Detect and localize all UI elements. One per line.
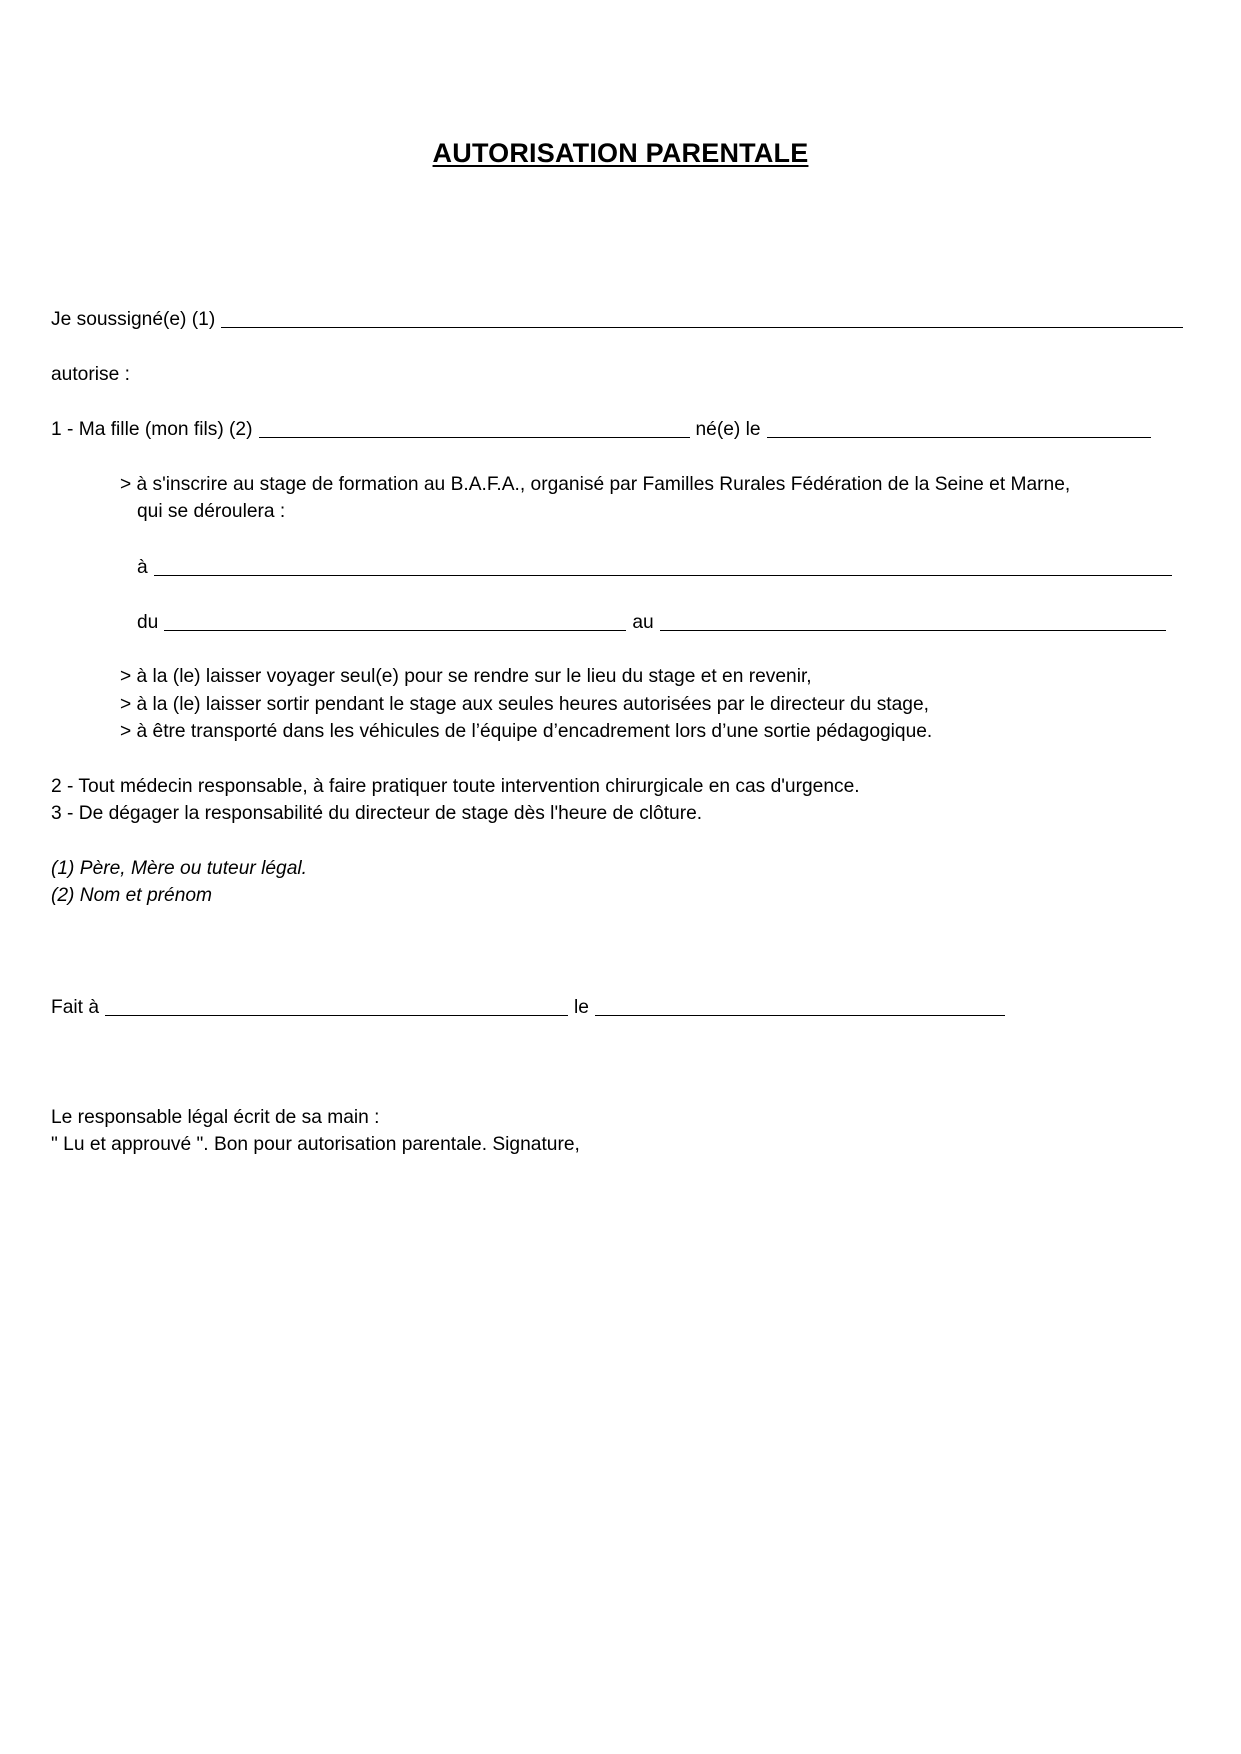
footnote-text: (1) Père, Mère ou tuteur légal.	[51, 858, 307, 879]
bullet-text: > à la (le) laisser sortir pendant le stage aux seules heures autorisées par le directeur du stage,	[120, 694, 929, 715]
bullet-sortir	[120, 691, 929, 718]
child-name-field[interactable]	[259, 419, 690, 438]
bullet-text: > à la (le) laisser voyager seul(e) pour se rendre sur le lieu du stage et en revenir,	[120, 666, 812, 687]
inscription-bullet-line2	[137, 498, 285, 525]
item3-line	[51, 800, 702, 827]
dates-line	[137, 609, 1172, 636]
bullet-transport	[120, 718, 932, 745]
soussigne-name-field[interactable]	[221, 309, 1183, 328]
fait-place-label: Fait à	[51, 997, 99, 1018]
inscription-text: > à s'inscrire au stage de formation au B.A.F.A., organisé par Familles Rurales Fédération de la Seine et Marne,	[120, 474, 1071, 495]
signature-instruction: Le responsable légal écrit de sa main :	[51, 1107, 380, 1128]
footnote-text: (2) Nom et prénom	[51, 885, 213, 906]
born-date-field[interactable]	[767, 419, 1151, 438]
bullet-voyager	[120, 663, 812, 690]
to-label: au	[632, 612, 654, 633]
footnote-1	[51, 855, 307, 882]
fait-line	[51, 994, 1011, 1021]
bullet-text: > à être transporté dans les véhicules de l’équipe d’encadrement lors d’une sortie pédagogique.	[120, 721, 933, 742]
soussigne-line	[51, 306, 1189, 333]
item3-text: 3 - De dégager la responsabilité du directeur de stage dès l'heure de clôture.	[51, 803, 703, 824]
document-title: AUTORISATION PARENTALE	[432, 138, 809, 168]
inscription-bullet-line1	[120, 471, 1070, 498]
signature-line2	[51, 1131, 580, 1158]
child-label: 1 - Ma fille (mon fils) (2)	[51, 419, 253, 440]
fait-date-field[interactable]	[595, 997, 1005, 1016]
item2-text: 2 - Tout médecin responsable, à faire pratiquer toute intervention chirurgicale en cas d'urgence.	[51, 776, 860, 797]
soussigne-label: Je soussigné(e) (1)	[51, 309, 216, 330]
autorise-label: autorise :	[51, 364, 130, 385]
autorise-line	[51, 361, 130, 388]
from-label: du	[137, 612, 159, 633]
signature-mention: " Lu et approuvé ". Bon pour autorisation parentale. Signature,	[51, 1134, 580, 1155]
signature-line1	[51, 1104, 380, 1131]
lieu-line	[137, 554, 1178, 581]
born-label: né(e) le	[695, 419, 761, 440]
lieu-label: à	[137, 557, 148, 578]
deroulera-text: qui se déroulera :	[137, 501, 286, 522]
fait-place-field[interactable]	[105, 997, 568, 1016]
item1-line	[51, 416, 1157, 443]
from-date-field[interactable]	[164, 612, 626, 631]
footnote-2	[51, 882, 212, 909]
lieu-field[interactable]	[154, 557, 1172, 576]
item2-line	[51, 773, 860, 800]
to-date-field[interactable]	[660, 612, 1166, 631]
fait-date-label: le	[574, 997, 589, 1018]
